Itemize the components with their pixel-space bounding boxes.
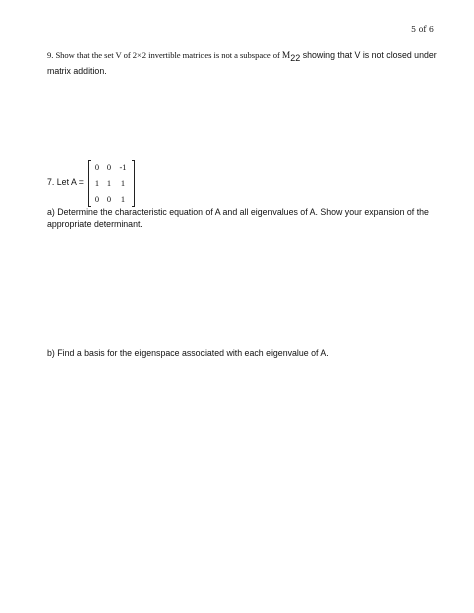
- matrix-cell: 0: [106, 163, 112, 172]
- matrix-cell: 0: [106, 195, 112, 204]
- question-9-continuation: showing that V is not closed under: [300, 50, 437, 60]
- matrix-cell: 1: [106, 179, 112, 188]
- matrix-cell: -1: [119, 163, 127, 172]
- matrix-a: [88, 160, 135, 207]
- matrix-cell: 0: [94, 195, 100, 204]
- matrix-cell: 1: [120, 195, 126, 204]
- question-9-text: 9. Show that the set V of 2×2 invertible matrices is not a subspace of: [47, 50, 282, 60]
- question-7-lead: 7. Let A =: [47, 177, 84, 187]
- matrix-cell: 0: [94, 163, 100, 172]
- matrix-cell: 1: [120, 179, 126, 188]
- matrix-space-subscript: 22: [290, 53, 301, 63]
- matrix-cell: 1: [94, 179, 100, 188]
- question-9-line-2: matrix addition.: [47, 66, 107, 76]
- matrix-space-symbol: M: [281, 51, 291, 61]
- matrix-right-bracket: [132, 160, 135, 207]
- question-7-part-a: a) Determine the characteristic equation of A and all eigenvalues of A. Show your expansion of the appropriate determinant.: [47, 207, 429, 229]
- question-7-part-b: b) Find a basis for the eigenspace associated with each eigenvalue of A.: [47, 348, 329, 358]
- question-9: [47, 46, 447, 79]
- page-number: 5 of 6: [410, 25, 434, 34]
